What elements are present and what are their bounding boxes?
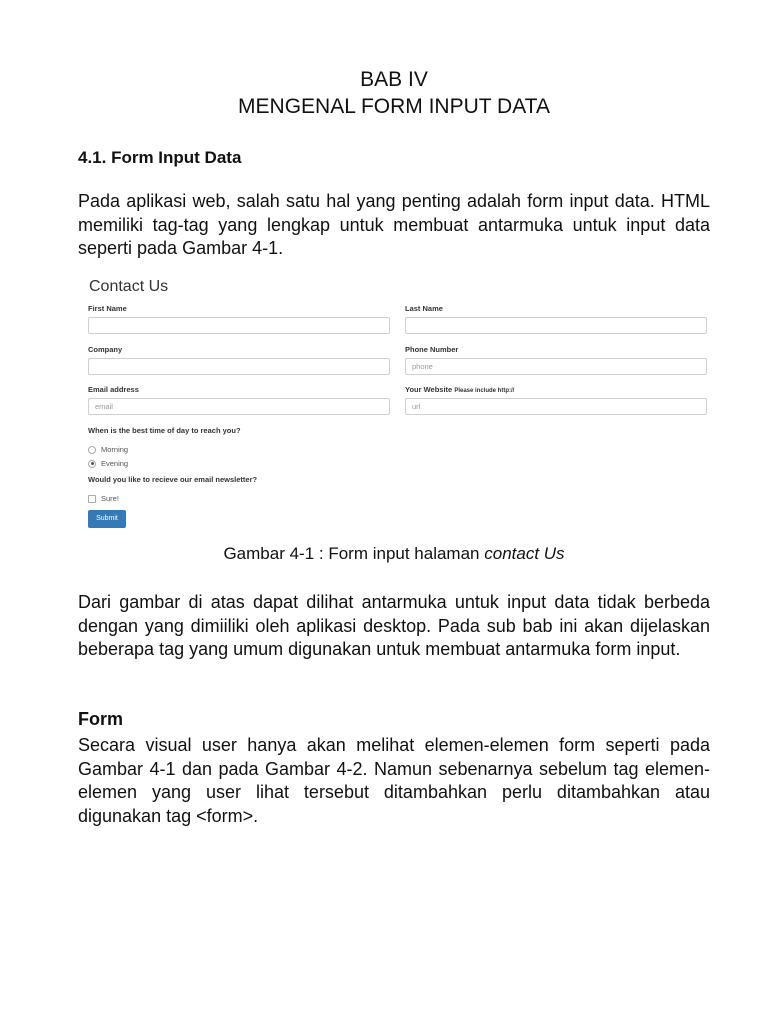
figure-caption xyxy=(78,544,710,564)
time-question: When is the best time of day to reach you? xyxy=(88,426,241,435)
newsletter-option-label: Sure! xyxy=(101,494,119,503)
last-name-label: Last Name xyxy=(405,304,443,313)
caption-text: Gambar 4-1 : Form input halaman xyxy=(223,544,485,563)
company-input[interactable] xyxy=(88,358,390,375)
first-name-label: First Name xyxy=(88,304,127,313)
chapter-name: MENGENAL FORM INPUT DATA xyxy=(238,95,550,118)
company-label: Company xyxy=(88,345,123,354)
phone-input[interactable]: phone xyxy=(405,358,707,375)
option-morning[interactable] xyxy=(88,445,128,454)
email-label: Email address xyxy=(88,385,139,394)
website-input[interactable]: url xyxy=(405,398,707,415)
option-morning-label: Morning xyxy=(101,445,129,454)
chapter-title xyxy=(78,66,710,120)
newsletter-option[interactable] xyxy=(88,494,119,503)
phone-label: Phone Number xyxy=(405,345,459,354)
website-label-text: Your Website xyxy=(405,385,453,394)
newsletter-question: Would you like to recieve our email newsletter? xyxy=(88,475,258,484)
option-evening-label: Evening xyxy=(101,459,129,468)
first-name-input[interactable] xyxy=(88,317,390,334)
contact-form-figure xyxy=(88,278,708,530)
submit-button[interactable]: Submit xyxy=(88,510,126,528)
radio-icon[interactable] xyxy=(88,446,96,454)
paragraph-intro: Pada aplikasi web, salah satu hal yang penting adalah form input data. HTML memiliki tag-tag yang lengkap untuk membuat antarmuka untuk input data seperti pada Gambar 4-1. xyxy=(78,191,710,258)
website-hint: Please include http:// xyxy=(454,388,515,394)
figure-title: Contact Us xyxy=(89,278,169,295)
form-heading: Form xyxy=(78,709,123,729)
checkbox-icon[interactable] xyxy=(88,495,96,503)
radio-checked-icon[interactable] xyxy=(88,460,96,468)
option-evening[interactable] xyxy=(88,459,128,468)
chapter-number: BAB IV xyxy=(360,68,428,91)
email-input[interactable]: email xyxy=(88,398,390,415)
website-label xyxy=(405,385,514,394)
paragraph-form: Secara visual user hanya akan melihat elemen-elemen form seperti pada Gambar 4-1 dan pada Gambar 4-2. Namun sebenarnya sebelum tag elemen-elemen yang user lihat tersebut ditambahkan perlu ditambahkan atau digunakan tag <form>. xyxy=(78,735,710,826)
caption-italic: contact Us xyxy=(484,544,565,563)
section-heading: 4.1. Form Input Data xyxy=(78,148,242,167)
last-name-input[interactable] xyxy=(405,317,707,334)
paragraph-description: Dari gambar di atas dapat dilihat antarmuka untuk input data tidak berbeda dengan yang dimiiliki oleh aplikasi desktop. Pada sub bab ini akan dijelaskan beberapa tag yang umum digunakan untuk membuat antarmuka form input. xyxy=(78,592,710,659)
